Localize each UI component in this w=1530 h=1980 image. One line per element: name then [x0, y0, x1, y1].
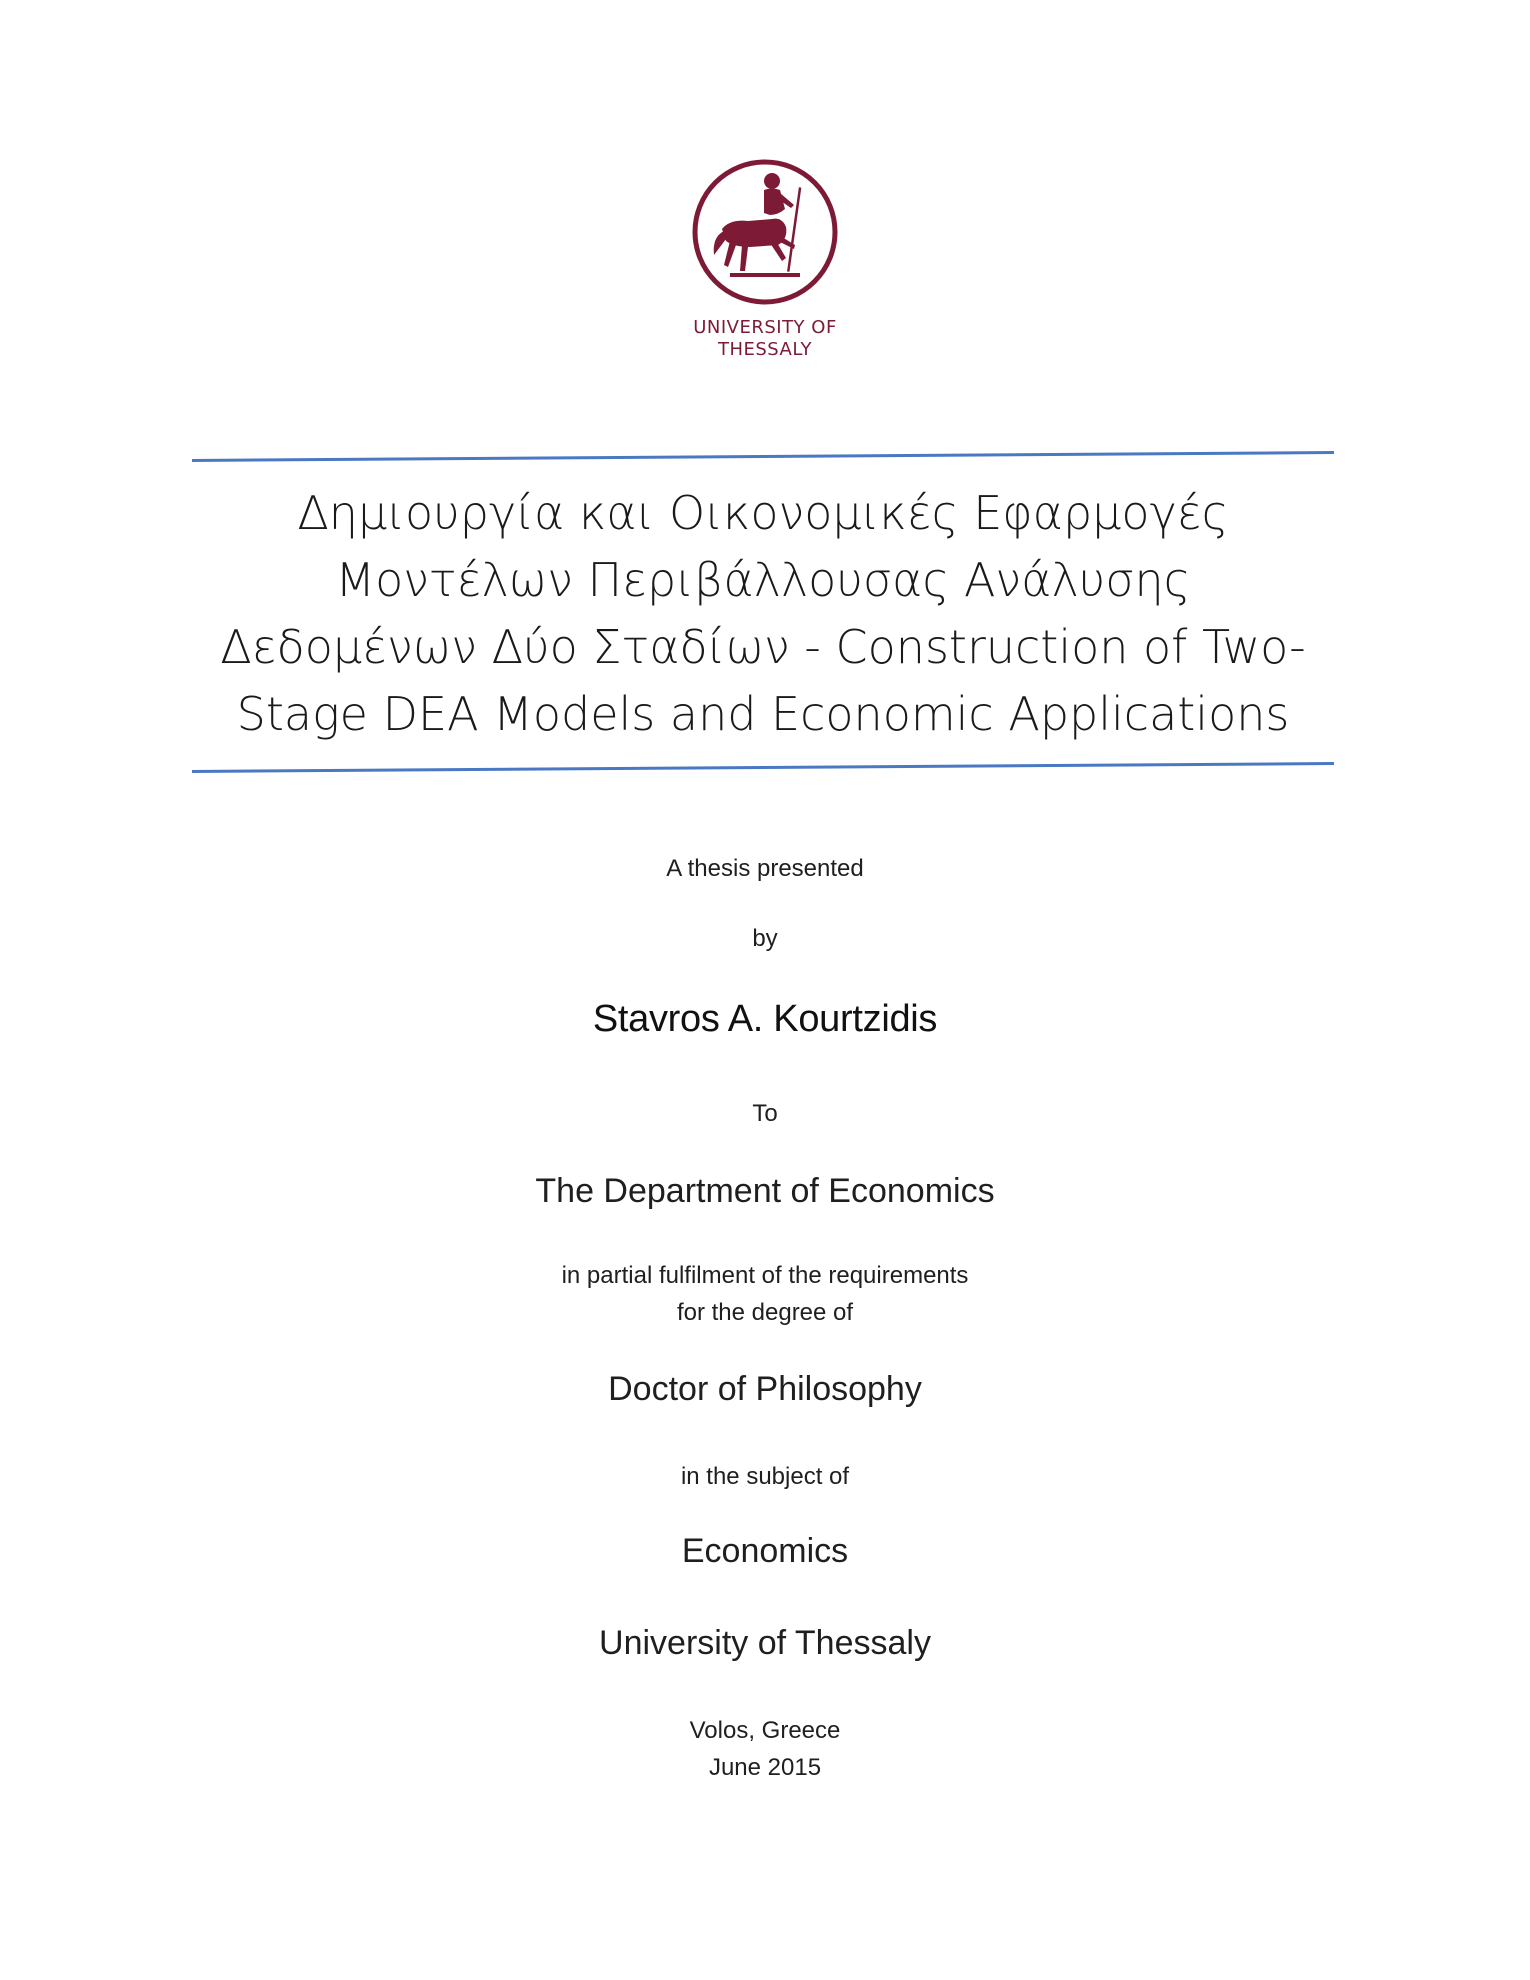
title-line-3: Δεδομένων Δύο Σταδίων - Construction of Two-	[220, 620, 1306, 674]
requirements-line-2: for the degree of	[676, 1299, 854, 1326]
title-top-rule	[192, 451, 1334, 462]
title-line-2: Μοντέλων Περιβάλλουσας Ανάλυσης	[335, 553, 1191, 607]
logo-line-2: THESSALY	[717, 339, 813, 360]
title-line-4: Stage DEA Models and Economic Applications	[236, 687, 1290, 741]
author-name: Stavros A. Kourtzidis	[592, 998, 938, 1040]
university-logo	[0, 157, 1530, 361]
logo-line-1: UNIVERSITY OF	[693, 317, 837, 338]
title-bottom-rule	[192, 762, 1334, 773]
place-text: Volos, Greece	[689, 1717, 841, 1744]
date-text: June 2015	[708, 1754, 822, 1781]
centaur-seal-icon	[690, 157, 840, 307]
department-name: The Department of Economics	[535, 1172, 995, 1210]
thesis-title	[192, 480, 1334, 748]
title-line-1: Δημιουργία και Οικονομικές Εφαρμογές	[297, 486, 1229, 540]
presented-text: A thesis presented	[666, 855, 864, 882]
degree-name: Doctor of Philosophy	[608, 1370, 922, 1408]
logo-wordmark	[0, 317, 1530, 361]
by-text: by	[752, 925, 778, 952]
university-name: University of Thessaly	[599, 1624, 931, 1662]
subject-intro: in the subject of	[680, 1463, 850, 1490]
subject-name: Economics	[681, 1532, 849, 1570]
requirements-line-1: in partial fulfilment of the requirements	[561, 1262, 969, 1289]
to-text: To	[752, 1100, 778, 1127]
